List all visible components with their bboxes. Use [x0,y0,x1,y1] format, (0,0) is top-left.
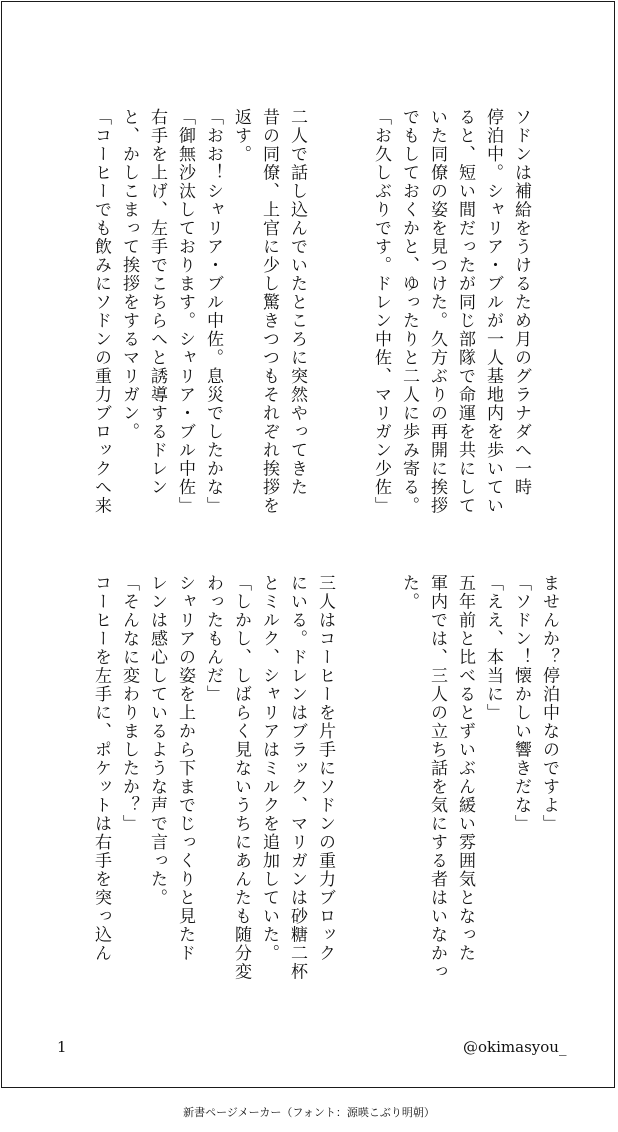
text-column: た。 [399,574,419,611]
text-column: 返す。 [231,108,251,164]
page-number: 1 [57,1038,67,1056]
text-column: 右手を上げ、左手でこちらへと誘導するドレン [147,108,167,497]
text-column: 軍内では、三人の立ち話を気にする者はいなかっ [427,574,447,981]
text-column: 「御無沙汰しております。シャリア・ブル中佐」 [175,108,195,515]
text-column: ると、短い間だったが同じ部隊で命運を共にして [455,108,475,515]
text-column: コーヒーを左手に、ポケットは右手を突っ込ん [91,574,111,963]
text-column: シャリアの姿を上から下までじっくりと見たド [175,574,195,963]
manuscript-page [1,1,615,1088]
footer-caption: 新書ページメーカー（フォント：源暎こぶり明朝） [183,1106,435,1119]
text-column: でもしておくかと、ゆったりと二人に歩み寄る。 [399,108,419,515]
text-column: 三人はコーヒーを片手にソドンの重力ブロック [315,574,335,963]
text-column: 五年前と比べるとずいぶん緩い雰囲気となった [455,574,475,963]
text-column: 「コーヒーでも飲みにソドンの重力ブロックへ来 [91,108,111,515]
text-column: レンは感心しているような声で言った。 [147,574,167,907]
text-column: にいる。ドレンはブラック、マリガンは砂糖二杯 [287,574,307,981]
text-column: 「おお！シャリア・ブル中佐。息災でしたかな」 [203,108,223,515]
text-column: と、かしこまって挨拶をするマリガン。 [119,108,139,441]
text-column: いた同僚の姿を見つけた。久方ぶりの再開に挨拶 [427,108,447,515]
text-column: 二人で話し込んでいたところに突然やってきた [287,108,307,497]
text-column: 「ソドン！懐かしい響きだな」 [511,574,531,833]
text-column: 「お久しぶりです。ドレン中佐、マリガン少佐」 [371,108,391,515]
author-handle: @okimasyou_ [463,1038,567,1056]
text-column: とミルク、シャリアはミルクを追加していた。 [259,574,279,963]
text-column: 昔の同僚、上官に少し驚きつつもそれぞれ挨拶を [259,108,279,515]
text-column: ませんか？停泊中なのですよ」 [539,574,559,833]
text-column: わったもんだ」 [203,574,223,704]
text-column: 「しかし、しばらく見ないうちにあんたも随分変 [231,574,251,981]
text-column: ソドンは補給をうけるため月のグラナダへ一時 [511,108,531,497]
text-column: 「ええ、本当に」 [483,574,503,722]
text-column: 「そんなに変わりましたか？」 [119,574,139,833]
text-column: 停泊中。シャリア・ブルが一人基地内を歩いてい [483,108,503,515]
